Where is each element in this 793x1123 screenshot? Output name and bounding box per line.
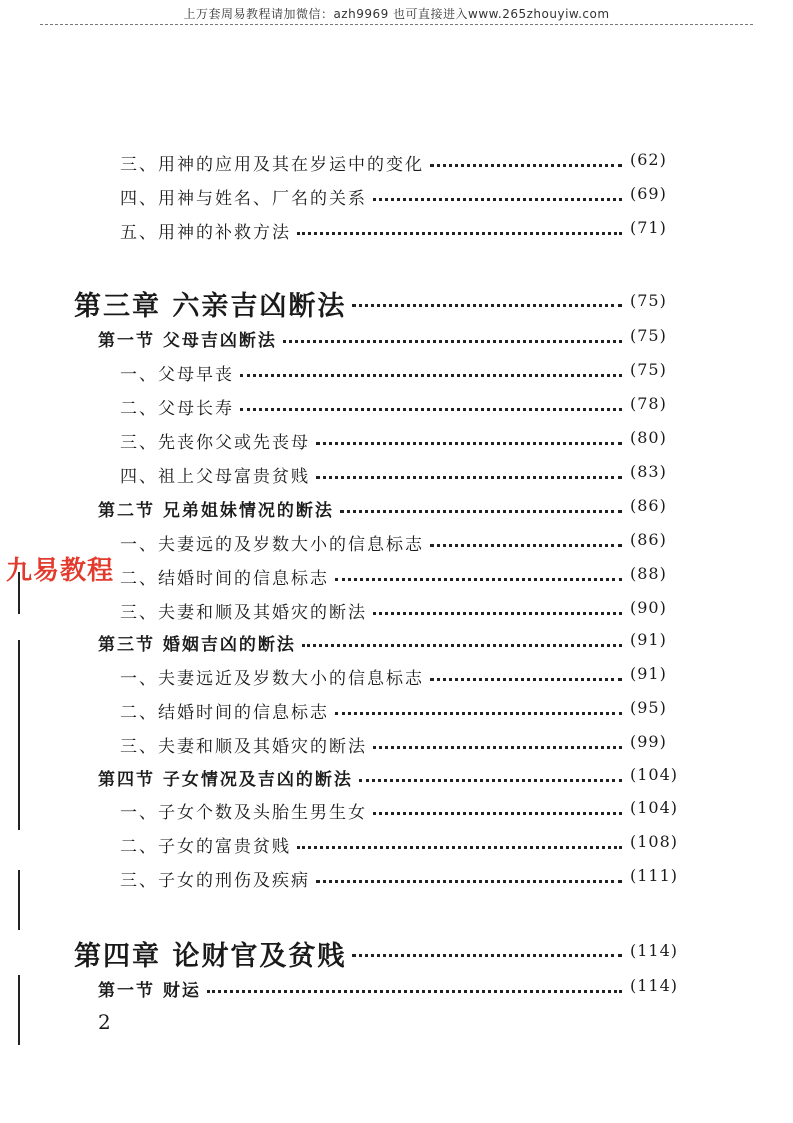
toc-entry-label: 二、子女的富贵贫贱 xyxy=(120,837,291,857)
toc-dot-leader xyxy=(430,678,622,681)
toc-entry-page: (71) xyxy=(630,218,667,237)
toc-entry-label: 一、父母早丧 xyxy=(120,365,234,385)
toc-entry-label: 第二节 兄弟姐妹情况的断法 xyxy=(98,501,334,521)
toc-entry-item xyxy=(0,832,793,862)
toc-entry-page: (91) xyxy=(630,664,667,683)
toc-dot-leader xyxy=(430,164,622,167)
toc-entry-item xyxy=(0,698,793,728)
toc-entry-label: 四、祖上父母富贵贫贱 xyxy=(120,467,310,487)
toc-dot-leader xyxy=(373,198,622,201)
toc-entry-section xyxy=(0,765,793,795)
toc-entry-section xyxy=(0,630,793,660)
toc-entry-label: 一、子女个数及头胎生男生女 xyxy=(120,803,367,823)
toc-entry-label: 第四章 论财官及贫贱 xyxy=(74,941,347,972)
toc-entry-label: 四、用神与姓名、厂名的关系 xyxy=(120,189,367,209)
toc-dot-leader xyxy=(430,544,622,547)
toc-dot-leader xyxy=(297,232,622,235)
toc-entry-page: (75) xyxy=(630,360,667,379)
toc-entry-page: (86) xyxy=(630,496,667,515)
toc-dot-leader xyxy=(302,644,622,647)
toc-entry-label: 五、用神的补救方法 xyxy=(120,223,291,243)
toc-entry-label: 第一节 财运 xyxy=(98,981,201,1001)
toc-entry-page: (86) xyxy=(630,530,667,549)
page-header: 上万套周易教程请加微信：azh9969 也可直接进入www.265zhouyiw.com xyxy=(183,7,610,21)
toc-entry-page: (108) xyxy=(630,832,679,851)
toc-entry-item xyxy=(0,150,793,180)
toc-entry-page: (88) xyxy=(630,564,667,583)
toc-dot-leader xyxy=(373,746,622,749)
toc-entry-item xyxy=(0,530,793,560)
toc-entry-page: (75) xyxy=(630,326,667,345)
toc-dot-leader xyxy=(340,510,622,513)
toc-entry-label: 第四节 子女情况及吉凶的断法 xyxy=(98,770,353,790)
toc-dot-leader xyxy=(240,408,622,411)
toc-dot-leader xyxy=(207,990,622,993)
watermark: 九易教程 xyxy=(6,556,115,586)
toc-entry-item xyxy=(0,798,793,828)
toc-entry-label: 一、夫妻远近及岁数大小的信息标志 xyxy=(120,669,424,689)
toc-entry-page: (69) xyxy=(630,184,667,203)
toc-entry-section xyxy=(0,496,793,526)
toc-dot-leader xyxy=(316,476,622,479)
toc-entry-label: 三、用神的应用及其在岁运中的变化 xyxy=(120,155,424,175)
toc-entry-item xyxy=(0,218,793,248)
toc-entry-label: 第一节 父母吉凶断法 xyxy=(98,331,277,351)
toc-entry-page: (78) xyxy=(630,394,667,413)
toc-dot-leader xyxy=(240,374,622,377)
toc-entry-page: (80) xyxy=(630,428,667,447)
toc-entry-section xyxy=(0,326,793,356)
margin-mark xyxy=(18,640,20,830)
toc-entry-section xyxy=(0,976,793,1006)
toc-dot-leader xyxy=(359,779,622,782)
margin-mark xyxy=(18,975,20,1045)
toc-entry-item xyxy=(0,732,793,762)
toc-entry-label: 二、结婚时间的信息标志 xyxy=(120,569,329,589)
toc-dot-leader xyxy=(373,812,622,815)
toc-dot-leader xyxy=(352,954,622,957)
toc-dot-leader xyxy=(297,846,622,849)
toc-dot-leader xyxy=(316,442,622,445)
toc-entry-item xyxy=(0,360,793,390)
toc-entry-label: 三、子女的刑伤及疾病 xyxy=(120,871,310,891)
margin-mark xyxy=(18,572,20,614)
toc-entry-item xyxy=(0,564,793,594)
toc-entry-label: 一、夫妻远的及岁数大小的信息标志 xyxy=(120,535,424,555)
toc-dot-leader xyxy=(316,880,622,883)
toc-entry-label: 第三节 婚姻吉凶的断法 xyxy=(98,635,296,655)
toc-entry-page: (90) xyxy=(630,598,667,617)
toc-entry-label: 二、结婚时间的信息标志 xyxy=(120,703,329,723)
toc-entry-chapter xyxy=(0,934,793,972)
toc-entry-label: 三、夫妻和顺及其婚灾的断法 xyxy=(120,737,367,757)
toc-dot-leader xyxy=(352,304,622,307)
toc-entry-item xyxy=(0,184,793,214)
toc-dot-leader xyxy=(335,578,622,581)
toc-dot-leader xyxy=(283,340,622,343)
toc-entry-page: (83) xyxy=(630,462,667,481)
toc-entry-page: (91) xyxy=(630,630,667,649)
toc-entry-page: (111) xyxy=(630,866,679,885)
toc-entry-item xyxy=(0,664,793,694)
toc-entry-chapter xyxy=(0,284,793,322)
toc-entry-item xyxy=(0,428,793,458)
toc-entry-page: (99) xyxy=(630,732,667,751)
toc-entry-page: (114) xyxy=(630,941,679,960)
toc-entry-page: (104) xyxy=(630,765,679,784)
toc-entry-page: (114) xyxy=(630,976,679,995)
toc-dot-leader xyxy=(335,712,622,715)
toc-entry-page: (95) xyxy=(630,698,667,717)
toc-entry-label: 三、夫妻和顺及其婚灾的断法 xyxy=(120,603,367,623)
header-divider xyxy=(40,24,753,25)
toc-entry-label: 三、先丧你父或先丧母 xyxy=(120,433,310,453)
toc-entry-item xyxy=(0,394,793,424)
toc-entry-item xyxy=(0,866,793,896)
toc-entry-page: (104) xyxy=(630,798,679,817)
margin-mark xyxy=(18,870,20,930)
toc-entry-label: 二、父母长寿 xyxy=(120,399,234,419)
toc-entry-page: (62) xyxy=(630,150,667,169)
toc-dot-leader xyxy=(373,612,622,615)
toc-entry-page: (75) xyxy=(630,291,667,310)
toc-entry-item xyxy=(0,598,793,628)
toc-entry-item xyxy=(0,462,793,492)
toc-entry-label: 第三章 六亲吉凶断法 xyxy=(74,291,347,322)
page-number: 2 xyxy=(98,1010,111,1034)
